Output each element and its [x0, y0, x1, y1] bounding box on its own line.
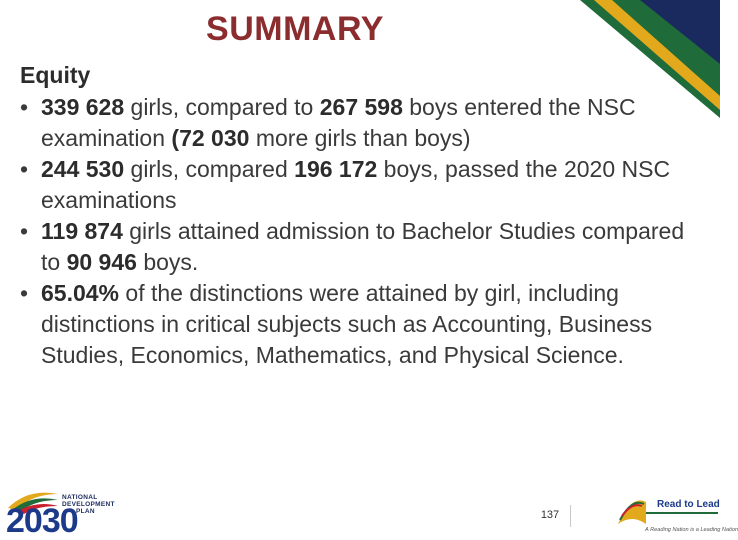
section-heading: Equity — [20, 62, 91, 88]
ndp-line-3: PLAN — [76, 508, 95, 515]
bullet-figure: 90 946 — [66, 249, 137, 275]
bullet-text: more girls than boys) — [249, 125, 471, 151]
bullet-dot: • — [20, 94, 29, 120]
read-to-lead-tagline: A Reading Nation is a Leading Nation — [645, 527, 738, 533]
bullet-item — [18, 154, 698, 216]
bullet-item — [18, 278, 698, 371]
slide-title: SUMMARY — [206, 10, 384, 48]
bullet-text: girls, compared to — [124, 94, 320, 120]
bullet-item — [18, 92, 698, 154]
bullet-text: girls attained admission to Bachelor Studies compared to — [41, 218, 685, 275]
bullet-dot: • — [20, 218, 29, 244]
bullet-figure: 339 628 — [41, 94, 125, 120]
bullet-figure: 267 598 — [319, 94, 403, 120]
page-number: 137 — [530, 505, 571, 527]
bullet-text: boys entered the NSC examination — [41, 94, 636, 151]
slide-content — [18, 62, 698, 371]
bullet-figure: 119 874 — [41, 218, 123, 244]
ndp-line-1: NATIONAL — [62, 494, 98, 501]
bullet-text: of the distinctions were attained by girl, including distinctions in critical subjects such as Accounting, Business Studies, Economics, Mathematics, and Physical Science. — [41, 280, 653, 368]
ndp-year: 2030 — [6, 502, 78, 540]
bullet-text: boys, passed the 2020 NSC examinations — [41, 156, 671, 213]
bullet-dot: • — [20, 156, 29, 182]
bullet-figure: 65.04% — [41, 280, 120, 306]
bullet-figure: (72 030 — [171, 125, 250, 151]
read-to-lead-title: Read to Lead — [657, 499, 720, 510]
bullet-figure: 196 172 — [294, 156, 378, 182]
bullet-text: boys. — [136, 249, 199, 275]
bullet-item — [18, 216, 698, 278]
bullet-figure: 244 530 — [41, 156, 125, 182]
ndp-line-2: DEVELOPMENT — [62, 501, 115, 508]
bullet-text: girls, compared — [124, 156, 295, 182]
bullet-dot: • — [20, 280, 29, 306]
bullet-list — [18, 92, 698, 371]
